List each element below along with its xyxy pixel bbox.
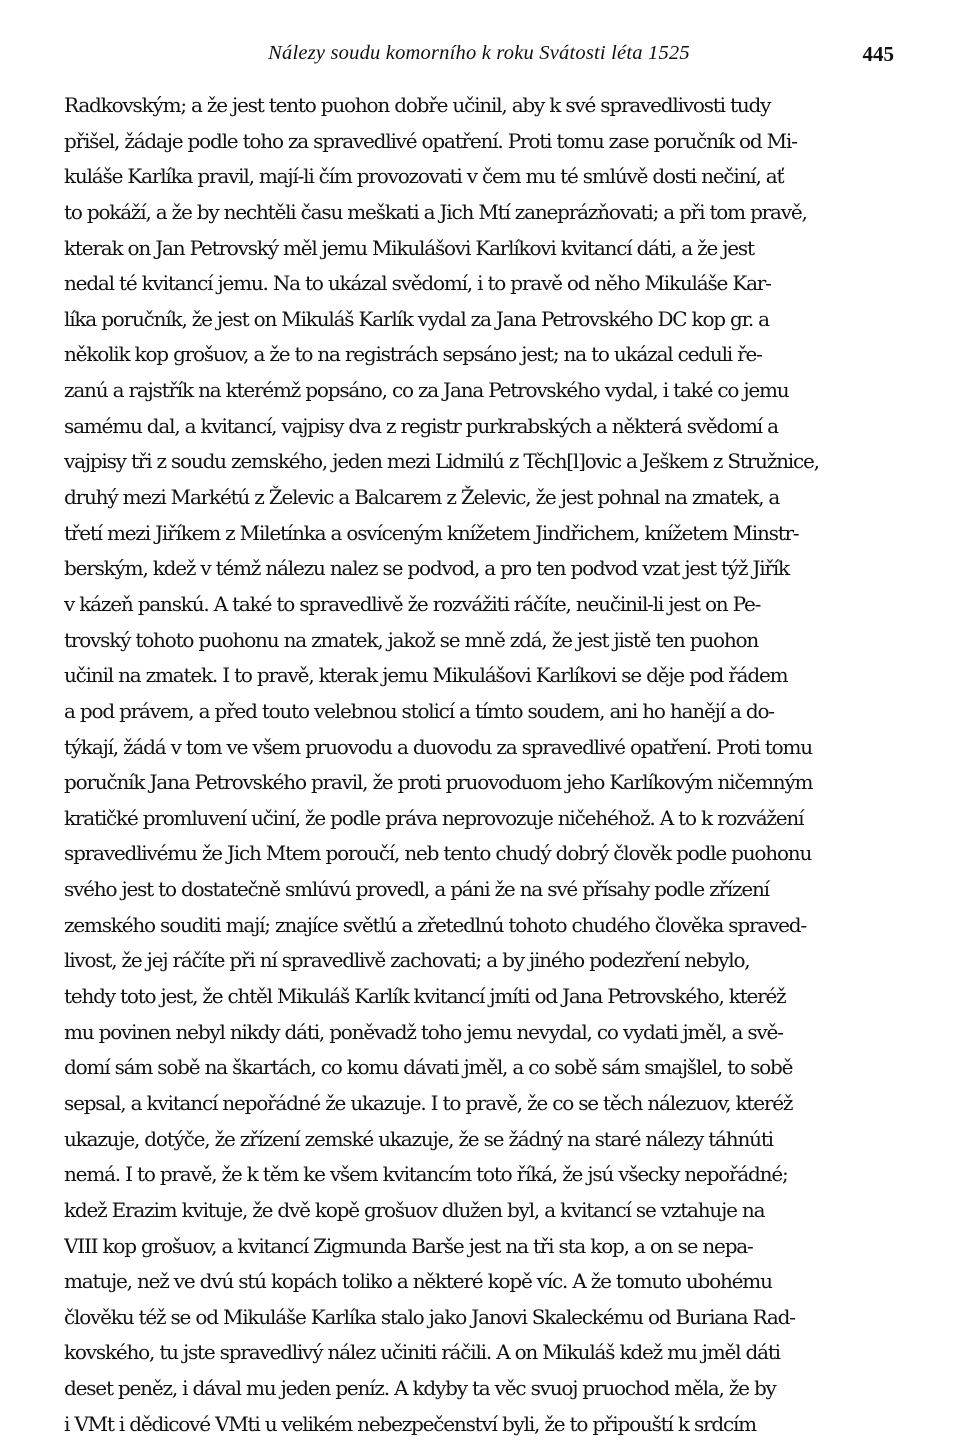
text-line: matuje, než ve dvú stú kopách toliko a některé kopě víc. A že tomuto ubohému (64, 1269, 772, 1294)
text-line: přišel, žádaje podle toho za spravedlivé opatření. Proti tomu zase poručník od Mi- (64, 128, 797, 153)
text-line: líka poručník, že jest on Mikuláš Karlík vydal za Jana Petrovského DC kop gr. a (64, 306, 769, 331)
text-line: zanú a rajstřík na kterémž popsáno, co za Jana Petrovského vydal, i také co jemu (64, 378, 789, 403)
text-line: třetí mezi Jiříkem z Miletínka a osvíceným knížetem Jindřichem, knížetem Minstr- (64, 520, 799, 545)
text-line: svého jest to dostatečně smlúvú provedl, a páni že na své přísahy podle zřízení (64, 877, 769, 902)
text-line: spravedlivému že Jich Mtem poroučí, neb tento chudý dobrý člověk podle puohonu (64, 841, 812, 866)
text-line: týkají, žádá v tom ve všem pruovodu a duovodu za spravedlivé opatření. Proti tomu (64, 734, 812, 759)
text-line: VIII kop grošuov, a kvitancí Zigmunda Barše jest na tři sta kop, a on se nepa- (64, 1233, 753, 1258)
text-line: v kázeň panskú. A také to spravedlivě že rozvážiti ráčíte, neučinil-li jest on Pe- (64, 591, 761, 616)
text-line: zemského souditi mají; znajíce světlú a zřetedlnú tohoto chudého člověka spraved- (64, 912, 806, 937)
text-line: kovského, tu jste spravedlivý nález učiniti ráčili. A on Mikuláš kdež mu jměl dáti (64, 1340, 780, 1365)
text-line: to pokáží, a že by nechtěli času meškati a Jich Mtí zaneprázňovati; a při tom pravě, (64, 199, 807, 224)
text-line: a pod právem, a před touto velebnou stolicí a tímto soudem, ani ho hanějí a do- (64, 698, 774, 723)
text-line: tehdy toto jest, že chtěl Mikuláš Karlík kvitancí jmíti od Jana Petrovského, kteréž (64, 984, 786, 1009)
text-line: vajpisy tři z soudu zemského, jeden mezi Lidmilú z Těch[l]ovic a Ješkem z Stružnice, (64, 449, 819, 474)
text-line: Radkovským; a že jest tento puohon dobře učinil, aby k své spravedlivosti tudy (64, 93, 771, 117)
text-line: kuláše Karlíka pravil, mají-li čím provozovati v čem mu té smlúvě dosti nečiní, ať (64, 164, 784, 189)
text-line: trovský tohoto puohonu na zmatek, jakož se mně zdá, že jest jistě ten puohon (64, 627, 759, 652)
text-line: kterak on Jan Petrovský měl jemu Mikulášovi Karlíkovi kvitancí dáti, a že jest (64, 235, 754, 260)
text-line: kdež Erazim kvituje, že dvě kopě grošuov dlužen byl, a kvitancí se vztahuje na (64, 1197, 765, 1222)
text-line: mu povinen nebyl nikdy dáti, poněvadž toho jemu nevydal, co vydati jměl, a svě- (64, 1019, 783, 1044)
running-title: Nálezy soudu komorního k roku Svátosti léta 1525 (268, 42, 690, 64)
text-line: nedal té kvitancí jemu. Na to ukázal svědomí, i to pravě od něho Mikuláše Kar- (64, 271, 771, 296)
text-line: i VMt i dědicové VMti u velikém nebezpečenství byli, že to připouští k srdcím (64, 1411, 756, 1436)
text-line: učinil na zmatek. I to pravě, kterak jemu Mikulášovi Karlíkovi se děje pod řádem (64, 663, 788, 688)
text-line: berským, kdež v témž nálezu nalez se podvod, a pro ten podvod vzat jest týž Jiřík (64, 556, 789, 581)
page-header (64, 42, 894, 72)
text-line: několik kop grošuov, a že to na registrách sepsáno jest; na to ukázal ceduli ře- (64, 342, 762, 367)
text-line: domí sám sobě na škartách, co komu dávati jměl, a co sobě sám smajšlel, to sobě (64, 1055, 793, 1080)
text-line: druhý mezi Markétú z Želevic a Balcarem z Želevic, že jest pohnal na zmatek, a (64, 485, 780, 510)
text-line: člověku též se od Mikuláše Karlíka stalo jako Janovi Skaleckému od Buriana Rad- (64, 1304, 795, 1329)
page-number: 445 (862, 42, 894, 66)
text-line: sepsal, a kvitancí nepořádné že ukazuje. I to pravě, že co se těch nálezuov, kteréž (64, 1090, 793, 1115)
text-line: nemá. I to pravě, že k těm ke všem kvitancím toto říká, že jsú všecky nepořádné; (64, 1162, 788, 1187)
text-line: deset peněz, i dával mu jeden peníz. A kdyby ta věc svuoj pruochod měla, že by (64, 1376, 776, 1401)
text-line: poručník Jana Petrovského pravil, že proti pruovoduom jeho Karlíkovým ničemným (64, 770, 813, 795)
text-line: samému dal, a kvitancí, vajpisy dva z registr purkrabských a některá svědomí a (64, 413, 778, 438)
text-line: ukazuje, dotýče, že zřízení zemské ukazuje, že se žádný na staré nálezy táhnúti (64, 1126, 773, 1151)
text-line: kratičké promluvení učiní, že podle práva neprovozuje ničehéhož. A to k rozvážení (64, 805, 804, 830)
text-line: livost, že jej ráčíte při ní spravedlivě zachovati; a by jiného podezření nebylo, (64, 948, 750, 973)
